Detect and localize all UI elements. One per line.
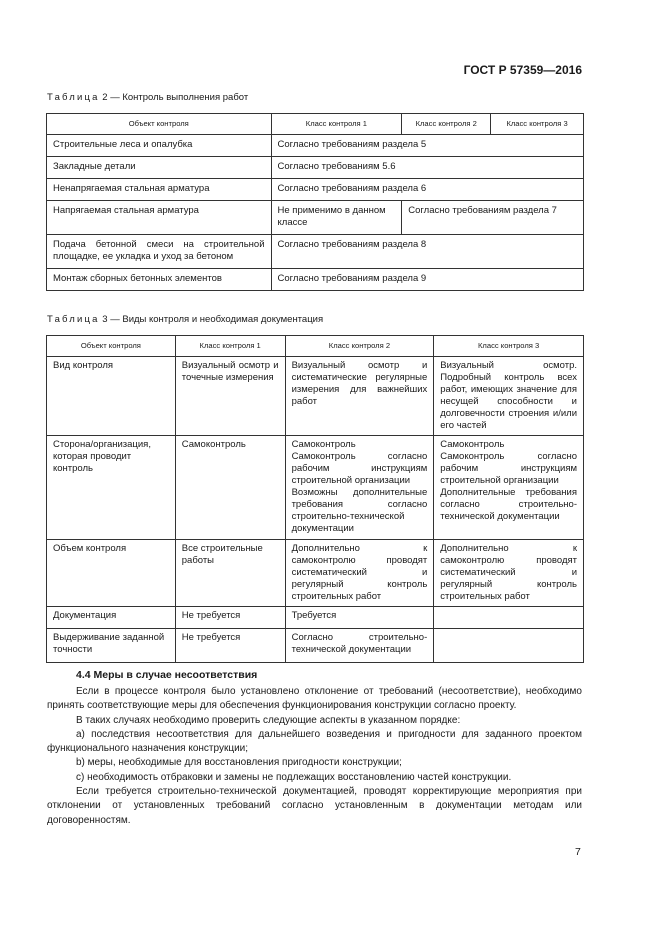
class2-cell: Требуется xyxy=(285,607,434,629)
class2-cell: Согласно строительно-технической документации xyxy=(285,629,434,663)
class23-cell: Согласно требованиям раздела 7 xyxy=(402,201,584,235)
table-2 xyxy=(46,113,584,291)
requirement-cell: Согласно требованиям раздела 9 xyxy=(271,269,583,291)
cell-line: Самоконтроль согласно рабочим инструкциям строительной организации xyxy=(440,451,577,486)
header-cell: Класс контроля 3 xyxy=(434,336,584,357)
header-cell: Класс контроля 3 xyxy=(491,114,584,135)
table3-caption-word: Таблица xyxy=(47,314,100,325)
object-cell: Монтаж сборных бетонных элементов xyxy=(47,269,272,291)
class1-cell: Самоконтроль xyxy=(175,436,285,540)
list-item: а) последствия несоответствия для дальнейшего возведения и пригодности для заданного проектом функционального назначения конструкции; xyxy=(47,728,582,755)
table2-caption-word: Таблица xyxy=(47,92,100,103)
class3-cell xyxy=(434,629,584,663)
requirement-cell: Согласно требованиям 5.6 xyxy=(271,157,583,179)
object-cell: Документация xyxy=(47,607,176,629)
object-cell: Ненапрягаемая стальная арматура xyxy=(47,179,272,201)
cell-line: Самоконтроль xyxy=(291,439,356,450)
cell-line: Самоконтроль xyxy=(440,439,505,450)
list-item: b) меры, необходимые для восстановления пригодности конструкции; xyxy=(76,757,402,769)
section-title: 4.4 Меры в случае несоответствия xyxy=(76,669,258,681)
list-item: c) необходимость отбраковки и замены не подлежащих восстановлению частей конструкции. xyxy=(76,771,512,783)
cell-line: Возможны дополнительные требования согласно строительно-технической документации xyxy=(291,487,428,534)
class1-cell: Не требуется xyxy=(175,629,285,663)
object-cell: Выдерживание заданной точности xyxy=(47,629,176,663)
object-cell: Напрягаемая стальная арматура xyxy=(47,201,272,235)
standard-code: ГОСТ Р 57359—2016 xyxy=(463,63,582,77)
header-cell: Объект контроля xyxy=(47,336,176,357)
table-row xyxy=(47,269,584,291)
header-cell: Класс контроля 2 xyxy=(285,336,434,357)
table2-caption xyxy=(47,92,248,103)
table-row xyxy=(47,629,584,663)
class2-cell: Дополнительно к самоконтролю проводят систематический и регулярный контроль строительных работ xyxy=(285,540,434,607)
requirement-cell: Согласно требованиям раздела 5 xyxy=(271,135,583,157)
table3-caption xyxy=(47,314,323,325)
cell-line: Дополнительные требования согласно строительно-технической документации xyxy=(440,487,577,522)
object-cell: Строительные леса и опалубка xyxy=(47,135,272,157)
object-cell: Закладные детали xyxy=(47,157,272,179)
table-row xyxy=(47,157,584,179)
table-row xyxy=(47,436,584,540)
requirement-cell: Согласно требованиям раздела 8 xyxy=(271,235,583,269)
class2-cell xyxy=(285,436,434,540)
table-header-row xyxy=(47,114,584,135)
table-row xyxy=(47,135,584,157)
header-cell: Объект контроля xyxy=(47,114,272,135)
class1-cell: Не требуется xyxy=(175,607,285,629)
cell-line: Самоконтроль согласно рабочим инструкциям строительной организации xyxy=(291,451,428,486)
class3-cell xyxy=(434,607,584,629)
header-cell: Класс контроля 2 xyxy=(402,114,491,135)
paragraph: В таких случаях необходимо проверить следующие аспекты в указанном порядке: xyxy=(76,714,461,726)
table-row xyxy=(47,235,584,269)
page-number: 7 xyxy=(575,846,581,858)
header-cell: Класс контроля 1 xyxy=(175,336,285,357)
paragraph: Если в процессе контроля было установлено отклонение от требований (несоответствие), необходимо принять соответствующие меры для обеспечения функционирования конструкции согласно проекту. xyxy=(47,686,582,712)
class2-cell: Визуальный осмотр и систематические регулярные измерения для важнейших работ xyxy=(285,357,434,436)
class1-cell: Все строительные работы xyxy=(175,540,285,607)
table-row xyxy=(47,607,584,629)
class3-cell xyxy=(434,436,584,540)
paragraph: Если требуется строительно-технической документацией, проводят корректирующие мероприятия при отклонении от установленных требований согласно установленным в документации методам или договоренностям. xyxy=(47,786,582,826)
class1-cell: Визуальный осмотр и точечные измерения xyxy=(175,357,285,436)
object-cell: Объем контроля xyxy=(47,540,176,607)
header-cell: Класс контроля 1 xyxy=(271,114,402,135)
table-row xyxy=(47,201,584,235)
table-row xyxy=(47,357,584,436)
object-cell: Сторона/организация, которая проводит контроль xyxy=(47,436,176,540)
class1-cell: Не применимо в данном классе xyxy=(271,201,402,235)
table2-caption-text: 2 — Контроль выполнения работ xyxy=(102,92,249,103)
class3-cell: Визуальный осмотр. Подробный контроль всех работ, имеющих значение для несущей способности и долговечности строения и/или его частей xyxy=(434,357,584,436)
table-row xyxy=(47,179,584,201)
table-header-row xyxy=(47,336,584,357)
class3-cell: Дополнительно к самоконтролю проводят систематический и регулярный контроль строительных работ xyxy=(434,540,584,607)
table3-caption-text: 3 — Виды контроля и необходимая документация xyxy=(102,314,324,325)
table-3 xyxy=(46,335,584,663)
section-body xyxy=(47,685,582,828)
requirement-cell: Согласно требованиям раздела 6 xyxy=(271,179,583,201)
object-cell: Вид контроля xyxy=(47,357,176,436)
table-row xyxy=(47,540,584,607)
object-cell: Подача бетонной смеси на строительной площадке, ее укладка и уход за бетоном xyxy=(47,235,272,269)
